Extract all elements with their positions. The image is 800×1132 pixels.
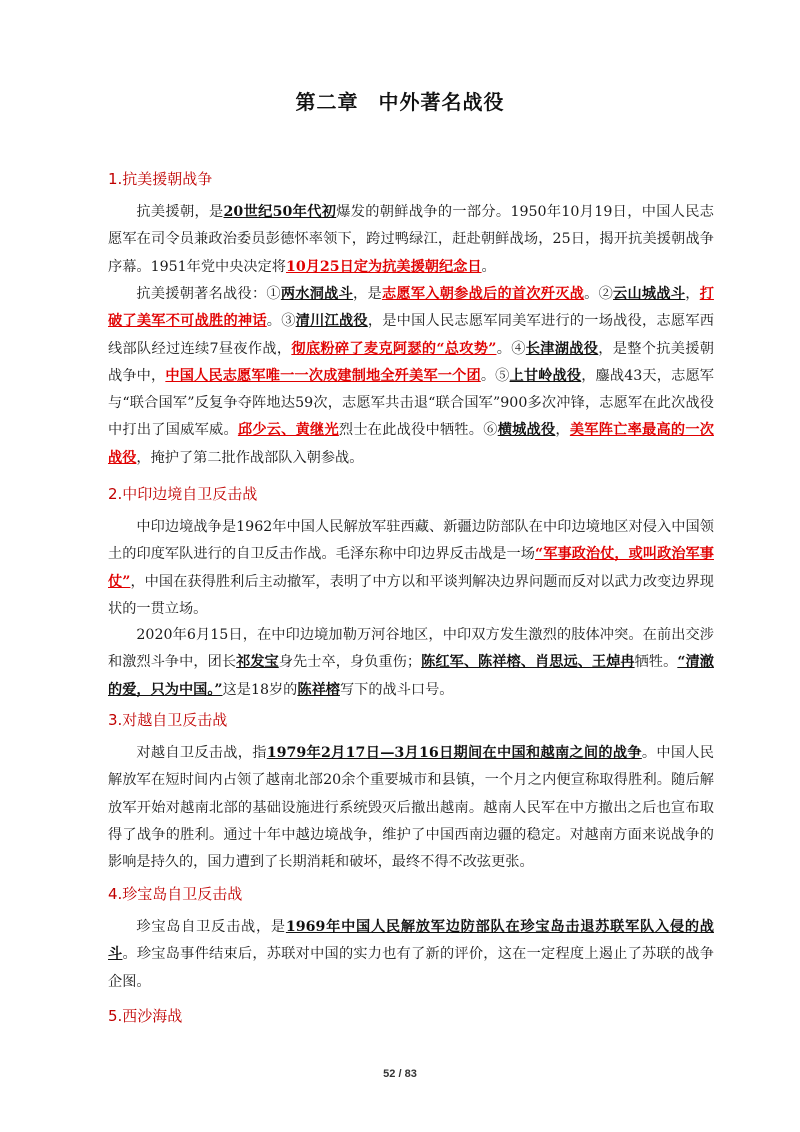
section-4-paragraph-1: 珍宝岛自卫反击战，是1969年中国人民解放军边防部队在珍宝岛击退苏联军队入侵的战斗。珍宝岛事件结束后，苏联对中国的实力也有了新的评价，这在一定程度上遏止了苏联的战争企图。 xyxy=(108,919,714,990)
keyword: 1969年中国人民解放军边防部队在珍宝岛击退苏联军队入侵的战斗 xyxy=(108,919,714,963)
section-1-paragraph-1: 抗美援朝，是20世纪50年代初爆发的朝鲜战争的一部分。1950年10月19日，中国人民志愿军在司令员兼政治委员彭德怀率领下，跨过鸭绿江，赶赴朝鲜战场，25日，揭开抗美援朝战争序幕。1951年党中央决定将10月25日定为抗美援朝纪念日。 xyxy=(108,204,714,275)
chapter-number: 第二章 xyxy=(295,90,359,114)
section-3-paragraph-1: 对越自卫反击战，指1979年2月17日—3月16日期间在中国和越南之间的战争。中国人民解放军在短时间内占领了越南北部20余个重要城市和县镇，一个月之内便宣称取得胜利。随后解放军开始对越南北部的基础设施进行系统毁灭后撤出越南。越南人民军在中方撤出之后也宣布取得了战争的胜利。通过十年中越边境战争，维护了中国西南边疆的稳定。对越南方面来说战争的影响是持久的，国力遭到了长期消耗和破坏，最终不得不改弦更张。 xyxy=(108,745,714,871)
section-heading-4: 4.珍宝岛自卫反击战 xyxy=(108,885,243,903)
key-point: 10月25日定为抗美援朝纪念日 xyxy=(285,258,482,275)
section-heading-1: 1.抗美援朝战争 xyxy=(108,170,213,188)
keyword: 上甘岭战役 xyxy=(509,367,582,384)
section-1-paragraph-2: 抗美援朝著名战役：①两水洞战斗，是志愿军入朝参战后的首次歼灭战。②云山城战斗，打破了美军不可战胜的神话。③清川江战役，是中国人民志愿军同美军进行的一场战役，志愿军西线部队经过连续7昼夜作战，彻底粉碎了麦克阿瑟的“总攻势”。④长津湖战役，是整个抗美援朝战争中，中国人民志愿军唯一一次成建制地全歼美军一个团。⑤上甘岭战役，鏖战43天，志愿军与“联合国军”反复争夺阵地达59次，志愿军共击退“联合国军”900多次冲锋，志愿军在此次战役中打出了国威军威。邱少云、黄继光烈士在此战役中牺牲。⑥横城战役，美军阵亡率最高的一次战役，掩护了第二批作战部队入朝参战。 xyxy=(108,286,714,466)
key-point: 彻底粉碎了麦克阿瑟的“总攻势” xyxy=(291,340,497,357)
section-2-paragraph-2: 2020年6月15日，在中印边境加勒万河谷地区，中印双方发生激烈的肢体冲突。在前出交涉和激烈斗争中，团长祁发宝身先士卒，身负重伤；陈红军、陈祥榕、肖思远、王焯冉牺牲。“清澈的爱，只为中国。”这是18岁的陈祥榕写下的战斗口号。 xyxy=(108,627,714,698)
keyword: 1979年2月17日—3月16日期间在中国和越南之间的战争 xyxy=(266,745,642,761)
keyword: 陈红军、陈祥榕、肖思远、王焯冉 xyxy=(421,654,635,671)
current-page: 52 xyxy=(383,1068,396,1080)
chapter-name: 中外著名战役 xyxy=(378,90,505,114)
keyword: 长津湖战役 xyxy=(525,340,599,357)
keyword: 横城战役 xyxy=(497,422,556,439)
key-point: 中国人民志愿军唯一一次成建制地全歼美军一个团 xyxy=(165,367,481,384)
section-2-paragraph-1: 中印边境战争是1962年中国人民解放军驻西藏、新疆边防部队在中印边境地区对侵入中国领土的印度军队进行的自卫反击作战。毛泽东称中印边界反击战是一场“军事政治仗，或叫政治军事仗”，中国在获得胜利后主动撤军，表明了中方以和平谈判解决边界问题而反对以武力改变边界现状的一贯立场。 xyxy=(108,519,714,617)
chapter-title xyxy=(0,86,800,115)
keyword: 祁发宝 xyxy=(236,654,279,671)
keyword: 清川江战役 xyxy=(295,313,368,330)
key-point: 邱少云、黄继光 xyxy=(237,422,339,439)
key-point: “军事政治仗，或叫政治军事仗” xyxy=(108,546,714,590)
keyword: “清澈的爱，只为中国。” xyxy=(108,654,714,698)
section-heading-3: 3.对越自卫反击战 xyxy=(108,711,228,729)
page-number: 52 / 83 xyxy=(383,1068,417,1080)
key-point: 打破了美军不可战胜的神话 xyxy=(108,286,714,330)
key-point: 志愿军入朝参战后的首次歼灭战 xyxy=(381,286,585,302)
key-point: 美军阵亡率最高的一次战役 xyxy=(108,422,714,466)
section-heading-2: 2.中印边境自卫反击战 xyxy=(108,485,258,503)
total-pages: 83 xyxy=(404,1068,417,1080)
keyword: 云山城战斗 xyxy=(613,286,686,302)
section-heading-5: 5.西沙海战 xyxy=(108,1007,183,1025)
keyword: 两水洞战斗 xyxy=(280,286,354,302)
keyword: 陈祥榕 xyxy=(297,681,340,698)
keyword: 20世纪50年代初 xyxy=(223,204,337,220)
